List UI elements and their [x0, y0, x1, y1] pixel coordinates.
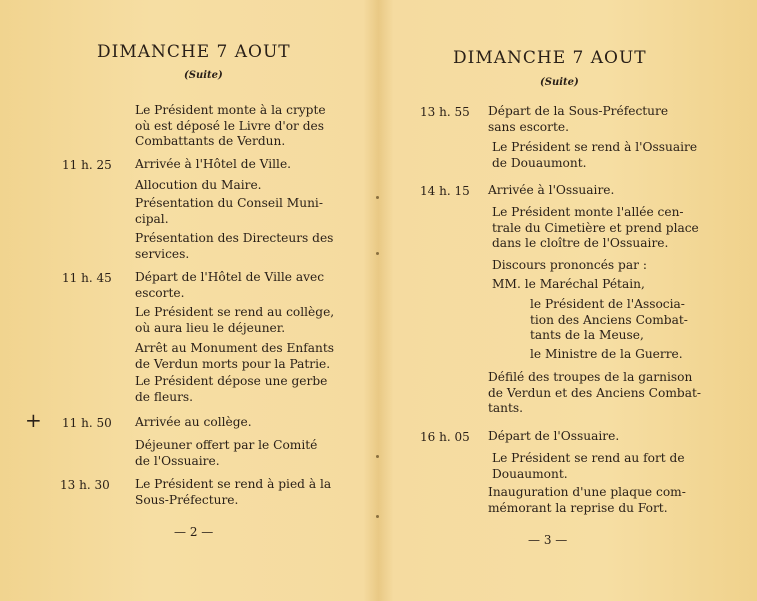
left-page — [0, 0, 376, 601]
program-entry: Le Président monte l'allée cen- trale du Cimetière et prend place dans le cloître de l'Ossuaire. — [492, 205, 699, 250]
program-entry: Présentation des Directeurs des services. — [135, 231, 334, 261]
program-entry: Arrivée à l'Ossuaire. — [488, 183, 615, 197]
binding-staple — [376, 515, 379, 518]
margin-cross-mark: + — [25, 408, 42, 432]
program-entry: Présentation du Conseil Muni- cipal. — [135, 196, 323, 226]
binding-staple — [376, 252, 379, 255]
program-entry: Arrivée au collège. — [135, 415, 252, 429]
page-title: DIMANCHE 7 AOUT — [453, 48, 647, 68]
program-entry: le Président de l'Associa- tion des Anciens Combat- tants de la Meuse, — [530, 297, 688, 342]
program-entry: Défilé des troupes de la garnison de Verdun et des Anciens Combat- tants. — [488, 370, 701, 415]
program-entry: Le Président monte à la crypte où est déposé le Livre d'or des Combattants de Verdun. — [135, 103, 326, 148]
program-entry: Inauguration d'une plaque com- mémorant la reprise du Fort. — [488, 485, 686, 515]
page-subtitle: (Suite) — [184, 70, 223, 81]
program-entry: Discours prononcés par : — [492, 258, 647, 272]
program-entry: MM. le Maréchal Pétain, — [492, 277, 645, 291]
program-entry: Le Président se rend à pied à la Sous-Préfecture. — [135, 477, 332, 507]
program-entry: Déjeuner offert par le Comité de l'Ossuaire. — [135, 438, 318, 468]
program-entry: le Ministre de la Guerre. — [530, 347, 683, 361]
program-entry: Allocution du Maire. — [135, 178, 262, 192]
entry-time: 13 h. 30 — [60, 478, 110, 492]
entry-time: 13 h. 55 — [420, 105, 470, 119]
program-entry: Départ de la Sous-Préfecture sans escorte. — [488, 104, 669, 134]
binding-staple — [376, 196, 379, 199]
entry-time: 11 h. 25 — [62, 158, 112, 172]
entry-time: 14 h. 15 — [420, 184, 470, 198]
page-number: — 2 — — [174, 525, 214, 539]
entry-time: 11 h. 45 — [62, 271, 112, 285]
entry-time: 16 h. 05 — [420, 430, 470, 444]
binding-staple — [376, 455, 379, 458]
program-entry: Le Président se rend à l'Ossuaire de Douaumont. — [492, 140, 698, 170]
program-entry: Arrêt au Monument des Enfants de Verdun morts pour la Patrie. — [135, 341, 334, 371]
program-entry: Arrivée à l'Hôtel de Ville. — [135, 157, 292, 171]
program-entry: Le Président dépose une gerbe de fleurs. — [135, 374, 328, 404]
entry-time: 11 h. 50 — [62, 416, 112, 430]
page-subtitle: (Suite) — [540, 77, 579, 88]
program-entry: Le Président se rend au collège, où aura lieu le déjeuner. — [135, 305, 335, 335]
program-entry: Départ de l'Hôtel de Ville avec escorte. — [135, 270, 325, 300]
right-page — [380, 0, 757, 601]
page-title: DIMANCHE 7 AOUT — [97, 42, 291, 62]
program-entry: Le Président se rend au fort de Douaumont. — [492, 451, 685, 481]
page-number: — 3 — — [528, 533, 568, 547]
program-entry: Départ de l'Ossuaire. — [488, 429, 620, 443]
